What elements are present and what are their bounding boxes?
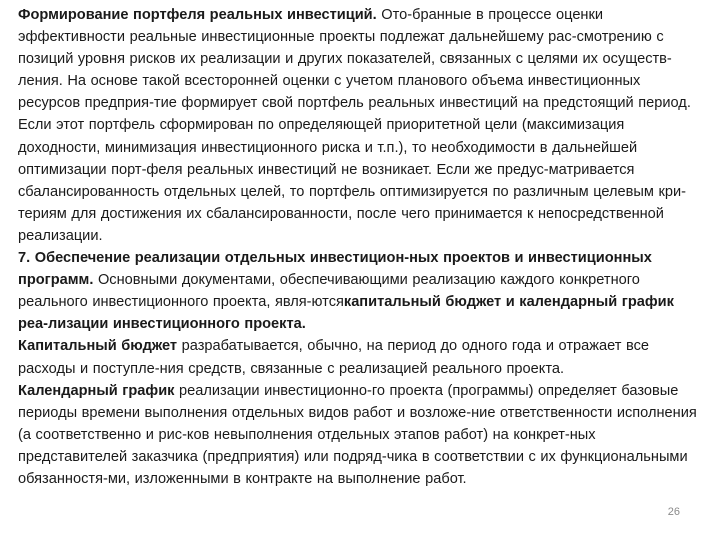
paragraph-text: разрабатывается, обычно, на период до одного года и отражает все расходы и поступле-ния средств, связанные с реализацией реального проекта. bbox=[18, 338, 650, 377]
page-number: 26 bbox=[667, 506, 680, 518]
paragraph-portfolio-formation bbox=[18, 4, 704, 247]
paragraph-calendar-schedule bbox=[18, 380, 704, 490]
paragraph-heading: Формирование портфеля реальных инвестиций. bbox=[18, 7, 377, 23]
paragraph-implementation-support bbox=[18, 247, 704, 335]
paragraph-text: Основными документами, обеспечивающими реализацию каждого конкретного реального инвестиционного проекта, явля-ются bbox=[18, 272, 640, 311]
paragraph-text: Ото-бранные в процессе оценки эффективности реальные инвестиционные проекты подлежат дальнейшему рас-смотрению с позиций уровня рисков их реализации и других показателей, связанных с целями их осуществ-ления. На основе такой всесторонней оценки с учетом планового объема инвестиционных ресурсов предприя-тие формирует свой портфель реальных инвестиций на предстоящий период. Если этот портфель сформирован по определяющей приоритетной цели (максимизация доходности, минимизация инвестиционного риска и т.п.), то необходимости в дальнейшей оптимизации порт-феля реальных инвестиций не возникает. Если же предус-матривается сбалансированность отдельных целей, то портфель оптимизируется по различным целевым кри-териям для достижения их сбалансированности, после чего принимается к непосредственной реализации. bbox=[18, 7, 691, 244]
paragraph-heading: Календарный график bbox=[18, 382, 175, 399]
paragraph-emphasis: капитальный бюджет и календарный график реа-лизации инвестиционного проекта. bbox=[18, 294, 674, 333]
paragraph-capital-budget bbox=[18, 335, 704, 379]
slide-body bbox=[18, 4, 704, 490]
paragraph-heading: 7. Обеспечение реализации отдельных инвестицион-ных проектов и инвестиционных программ. bbox=[18, 250, 652, 289]
paragraph-heading: Капитальный бюджет bbox=[18, 338, 178, 355]
paragraph-text: реализации инвестиционно-го проекта (программы) определяет базовые периоды времени выполнения отдельных видов работ и возложе-ние ответственности исполнения (а соответственно и рис-ков невыполнения отдельных этапов работ) на конкрет-ных представителей заказчика (предприятия) или подряд-чика в соответствии с их функциональными обязанностя-ми, изложенными в контракте на выполнение работ. bbox=[18, 382, 697, 487]
